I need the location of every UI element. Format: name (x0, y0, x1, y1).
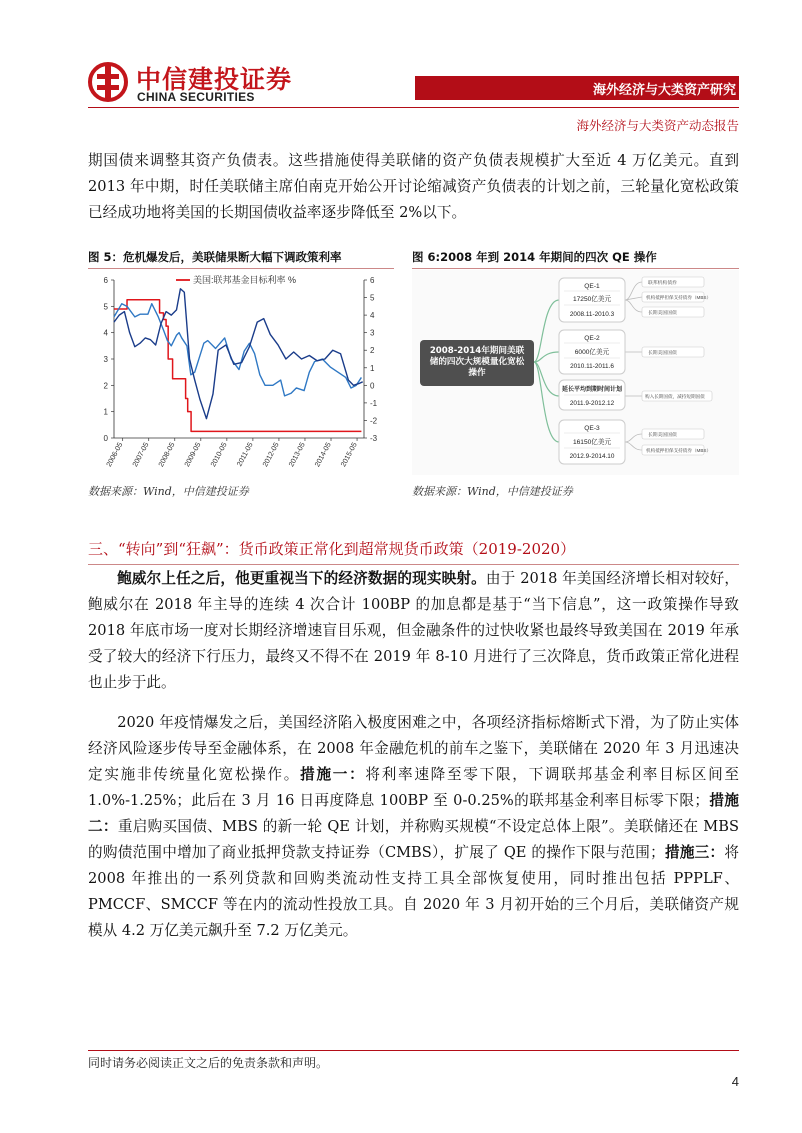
right-axis-tick-label: 6 (370, 276, 375, 285)
left-axis-tick-label: 3 (103, 355, 108, 364)
paragraph-covid (88, 710, 739, 944)
twist-title: 延长平均到期时间计划 (561, 387, 623, 393)
footer-disclaimer: 同时请务必阅读正文之后的免责条款和声明。 (88, 1056, 329, 1070)
logo-chinese-name: 中信建投证券 (136, 65, 293, 94)
twist-item-1: 购入长期国债，减持短期国债 (645, 394, 705, 399)
qe3-amount: 16150亿美元 (572, 439, 612, 446)
qe3-item-1: 长期美国国债 (648, 433, 677, 438)
figure6-qe-diagram (412, 270, 739, 475)
diagram-center-label: 2008-2014年期间美联储的四次大规模量化宽松操作 (429, 346, 525, 378)
paragraph-covid-text-1: 2020 年疫情爆发之后，美国经济陷入极度困难之中，各项经济指标熔断式下滑，为了防止实体经济风险逐步传导至金融体系，在 2008 年金融危机的前车之鉴下，美联储在 2020 年 3 月迅速决定实施非传统量化宽松操作。 (88, 714, 739, 783)
x-axis-tick-label: 2013-05 (286, 440, 307, 469)
left-axis-tick-label: 5 (103, 302, 108, 312)
right-axis-tick-label: 2 (370, 346, 375, 356)
paragraph-powell (88, 566, 739, 696)
right-axis-tick-label: -2 (370, 416, 378, 426)
left-axis-tick-label: 2 (103, 381, 108, 391)
figure5-source: 数据来源：Wind，中信建投证券 (88, 485, 249, 498)
right-axis-tick-label: -1 (370, 398, 378, 408)
x-axis-tick-label: 2010-05 (208, 440, 229, 469)
qe3-item-2: 机构抵押担保支持债券（MBS） (646, 448, 712, 453)
header-banner-title: 海外经济与大类资产研究 (592, 83, 736, 98)
figure6-source: 数据来源：Wind，中信建投证券 (412, 485, 573, 498)
figure5-line-chart (88, 270, 394, 475)
qe2-item-1: 长期美国国债 (648, 351, 677, 356)
series-line-3 (114, 289, 363, 419)
qe3-period: 2012.9-2014.10 (569, 453, 615, 460)
x-axis-tick-label: 2011-05 (234, 440, 255, 468)
left-axis-tick-label: 6 (103, 276, 108, 285)
x-axis-tick-label: 2009-05 (182, 440, 203, 469)
report-subtitle: 海外经济与大类资产动态报告 (576, 118, 739, 133)
right-axis-tick-label: 3 (370, 328, 375, 338)
company-logo-icon (88, 62, 128, 102)
x-axis-tick-label: 2015-05 (338, 440, 359, 469)
qe1-item-1: 联邦机构债券 (648, 281, 677, 286)
x-axis-tick-label: 2014-05 (312, 440, 333, 469)
qe1-amount: 17250亿美元 (572, 296, 612, 303)
paragraph-powell-text: 由于 2018 年美国经济增长相对较好，鲍威尔在 2018 年主导的连续 4 次合计 100BP 的加息都是基于“当下信息”，这一政策操作导致 2018 年底市场一度对长期经济增速盲目乐观，但金融条件的过快收紧也最终导致美国在 2019 年承受了较大的经济下行压力，最终又不得不在 2019 年 8-10 月进行了三次降息，货币政策正常化进程也止步于此。 (88, 570, 739, 691)
left-axis-tick-label: 0 (103, 434, 108, 443)
left-axis-tick-label: 4 (103, 328, 108, 338)
qe3-title: QE-3 (584, 425, 600, 432)
qe2-title: QE-2 (584, 335, 600, 342)
page-number: 4 (731, 1074, 739, 1089)
paragraph-covid-text-3: 重启购买国债、MBS 的新一轮 QE 计划，并称购买规模“不设定总体上限”。美联储还在 MBS 的购债范围中增加了商业抵押贷款支持证券（CMBS），扩展了 QE 的操作下限与范围； (88, 818, 739, 861)
intro-paragraph (88, 148, 739, 226)
qe1-title: QE-1 (584, 283, 600, 290)
left-axis-tick-label: 1 (103, 407, 108, 417)
qe1-period: 2008.11-2010.3 (569, 311, 615, 318)
series-line-2 (114, 304, 361, 396)
qe1-item-2: 机构抵押担保支持债券（MBS） (646, 295, 712, 300)
paragraph-powell-lead: 鲍威尔上任之后，他更重视当下的经济数据的现实映射。 (117, 570, 486, 587)
measure-one-label: 措施一： (300, 766, 366, 783)
right-axis-tick-label: 0 (370, 381, 375, 391)
paragraph-covid-text-2: 将利率速降至零下限，下调联邦基金利率目标区间至 1.0%-1.25%；此后在 3 月 16 日再度降息 100BP 至 0-0.25%的联邦基金利率目标零下限； (88, 766, 739, 809)
footer-divider (88, 1050, 739, 1051)
twist-period: 2011.9-2012.12 (569, 400, 615, 407)
measure-two-label: 措施二： (88, 792, 739, 835)
logo-english-name: CHINA SECURITIES (137, 90, 255, 104)
paragraph-covid-text-4: 将 2008 年推出的一系列贷款和回购类流动性支持工具全部恢复使用，同时推出包括 PPPLF、PMCCF、SMCCF 等在内的流动性投放工具。自 2020 年 3 月初开始的三个月后，美联储资产规模从 4.2 万亿美元飙升至 7.2 万亿美元。 (88, 844, 739, 939)
x-axis-tick-label: 2007-05 (130, 440, 151, 469)
x-axis-tick-label: 2012-05 (260, 440, 281, 469)
figure6-caption: 图 6:2008 年到 2014 年期间的四次 QE 操作 (412, 247, 739, 269)
right-axis-tick-label: 4 (370, 311, 375, 321)
series-line-1 (114, 300, 361, 432)
right-axis-tick-label: 5 (370, 293, 375, 303)
x-axis-tick-label: 2006-05 (104, 440, 125, 469)
qe2-period: 2010.11-2011.6 (570, 363, 614, 370)
qe2-amount: 6000亿美元 (574, 349, 610, 356)
section-heading: 三、“转向”到“狂飙”：货币政策正常化到超常规货币政策（2019-2020） (88, 536, 739, 565)
right-axis-tick-label: -3 (370, 434, 378, 443)
figure5-caption: 图 5：危机爆发后，美联储果断大幅下调政策利率 (88, 247, 394, 269)
intro-paragraph-text: 期国债来调整其资产负债表。这些措施使得美联储的资产负债表规模扩大至近 4 万亿美元。直到 2013 年中期，时任美联储主席伯南克开始公开讨论缩减资产负债表的计划之前，三轮量化宽松政策已经成功地将美国的长期国债收益率逐步降低至 2%以下。 (88, 152, 739, 221)
right-axis-tick-label: 1 (370, 363, 375, 373)
qe1-item-3: 长期美国国债 (648, 311, 677, 316)
header-divider (88, 107, 739, 108)
x-axis-tick-label: 2008-05 (156, 440, 177, 469)
measure-three-label: 措施三： (664, 844, 725, 861)
chart-legend-label: 美国:联邦基金目标利率 % (193, 275, 297, 285)
